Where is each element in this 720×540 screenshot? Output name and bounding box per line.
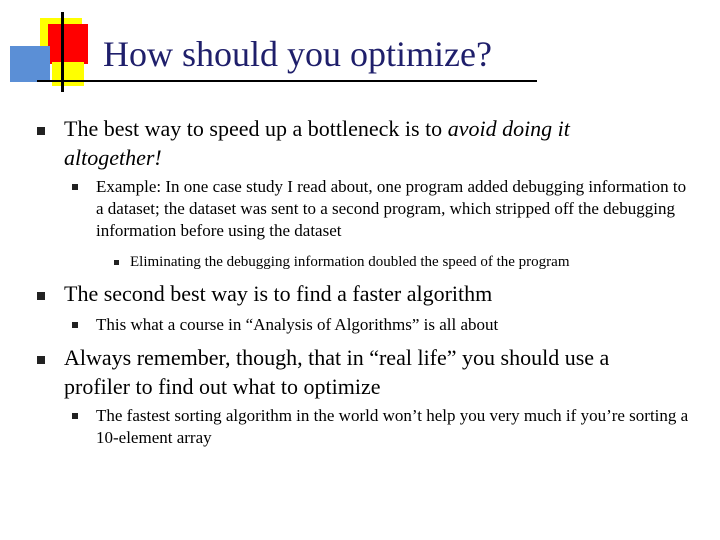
slide-title: How should you optimize? (103, 34, 492, 74)
bullet-3-text: Always remember, though, that in “real life” you should use a profiler to find out what to optimize (64, 345, 610, 399)
bullet-2-text: The second best way is to find a faster algorithm (64, 281, 493, 306)
bullet-marker-2 (37, 292, 45, 300)
bullet-1-prefix: The best way to speed up a bottleneck is to (64, 116, 448, 141)
bullet-marker-3-1 (72, 413, 78, 419)
bullet-1-italic: avoid doing it altogether! (64, 116, 570, 170)
bullet-marker-2-1 (72, 322, 78, 328)
bullet-2-1-text: This what a course in “Analysis of Algorithms” is all about (96, 315, 499, 334)
deco-yellow-square-small (52, 62, 84, 86)
bullet-1-1-text: Example: In one case study I read about, one program added debugging information to a dataset; the dataset was sent to a second program, which stripped off the debugging information before using the dataset (96, 177, 687, 241)
bullet-marker-1 (37, 127, 45, 135)
bullet-marker-1-1 (72, 184, 78, 190)
deco-blue-square (10, 46, 50, 82)
bullet-1-1-1-text: Eliminating the debugging information doubled the speed of the program (130, 254, 570, 270)
bullet-3-1-text: The fastest sorting algorithm in the world won’t help you very much if you’re sorting a 10-element array (96, 406, 689, 448)
bullet-1-text (64, 115, 664, 172)
bullet-marker-3 (37, 356, 45, 364)
title-underline (37, 80, 537, 82)
deco-red-square (48, 24, 88, 64)
bullet-marker-1-1-1 (114, 260, 119, 265)
